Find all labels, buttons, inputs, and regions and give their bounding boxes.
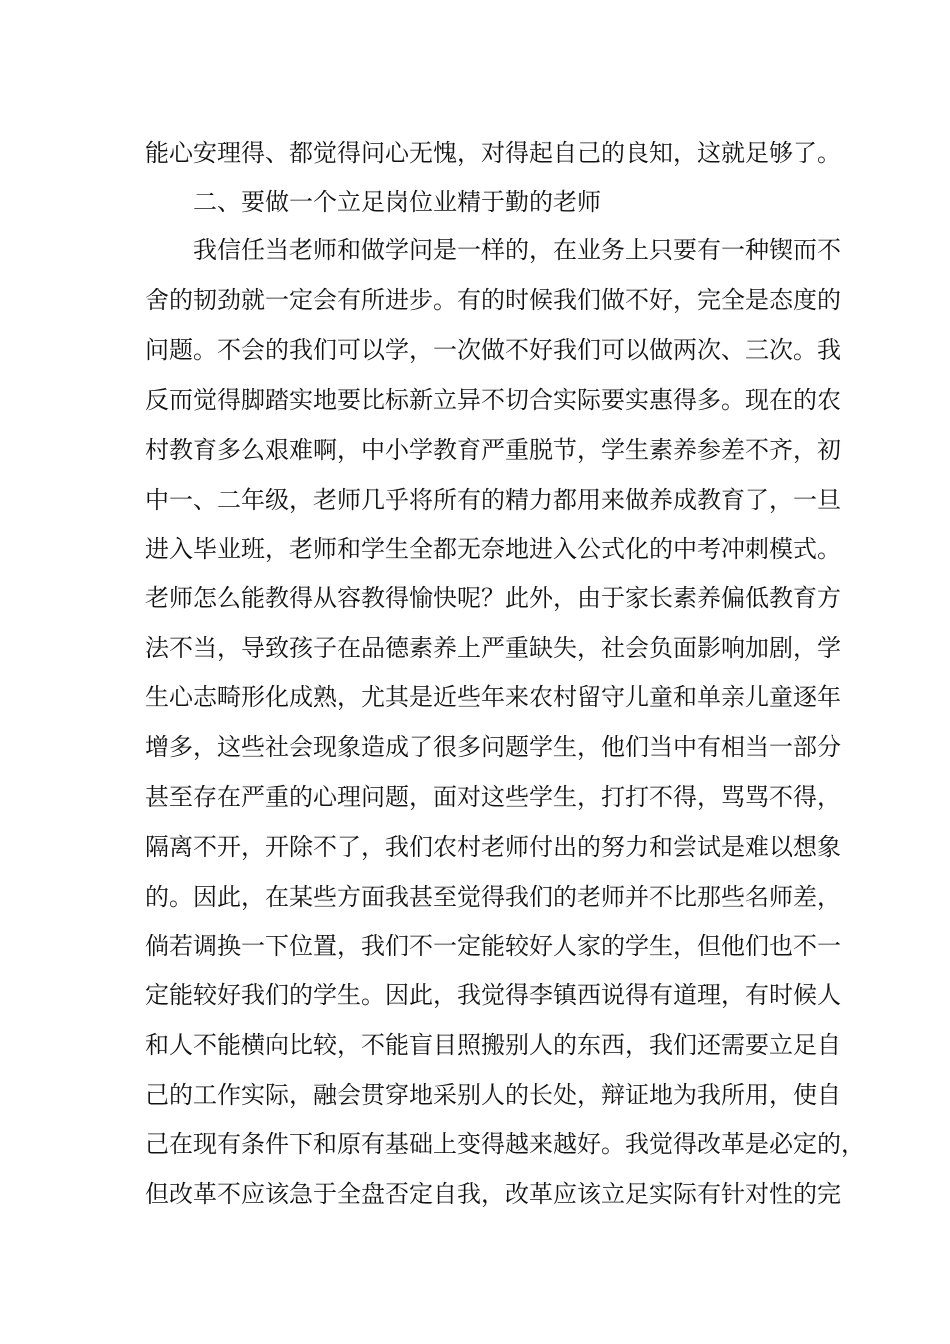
text-line: 反而觉得脚踏实地要比标新立异不切合实际要实惠得多。现在的农 — [145, 386, 841, 414]
text-line: 老师怎么能教得从容教得愉快呢？此外，由于家长素养偏低教育方 — [145, 584, 841, 612]
text-line: 中一、二年级，老师几乎将所有的精力都用来做养成教育了，一旦 — [145, 486, 841, 514]
section-heading: 二、要做一个立足岗位业精于勤的老师 — [193, 188, 601, 216]
text-line: 和人不能横向比较，不能盲目照搬别人的东西，我们还需要立足自 — [145, 1031, 841, 1059]
text-line: 能心安理得、都觉得问心无愧，对得起自己的良知，这就足够了。 — [145, 139, 841, 167]
text-line: 我信任当老师和做学问是一样的，在业务上只要有一种锲而不 — [193, 236, 841, 264]
text-line: 己在现有条件下和原有基础上变得越来越好。我觉得改革是必定的， — [145, 1130, 865, 1158]
text-line: 舍的韧劲就一定会有所进步。有的时候我们做不好，完全是态度的 — [145, 286, 841, 314]
text-line: 问题。不会的我们可以学，一次做不好我们可以做两次、三次。我 — [145, 336, 841, 364]
text-line: 己的工作实际，融会贯穿地采别人的长处，辩证地为我所用，使自 — [145, 1081, 841, 1109]
text-line: 增多，这些社会现象造成了很多问题学生，他们当中有相当一部分 — [145, 733, 841, 761]
text-line: 村教育多么艰难啊，中小学教育严重脱节，学生素养参差不齐，初 — [145, 436, 841, 464]
text-line: 的。因此，在某些方面我甚至觉得我们的老师并不比那些名师差， — [145, 883, 841, 911]
text-line: 法不当，导致孩子在品德素养上严重缺失，社会负面影响加剧，学 — [145, 634, 841, 662]
text-line: 但改革不应该急于全盘否定自我，改革应该立足实际有针对性的完 — [145, 1180, 841, 1208]
text-line: 甚至存在严重的心理问题，面对这些学生，打打不得，骂骂不得， — [145, 783, 841, 811]
text-line: 进入毕业班，老师和学生全都无奈地进入公式化的中考冲刺模式。 — [145, 535, 841, 563]
text-line: 倘若调换一下位置，我们不一定能较好人家的学生，但他们也不一 — [145, 932, 841, 960]
text-line: 隔离不开，开除不了，我们农村老师付出的努力和尝试是难以想象 — [145, 833, 841, 861]
text-line: 定能较好我们的学生。因此，我觉得李镇西说得有道理，有时候人 — [145, 981, 841, 1009]
text-line: 生心志畸形化成熟，尤其是近些年来农村留守儿童和单亲儿童逐年 — [145, 683, 841, 711]
